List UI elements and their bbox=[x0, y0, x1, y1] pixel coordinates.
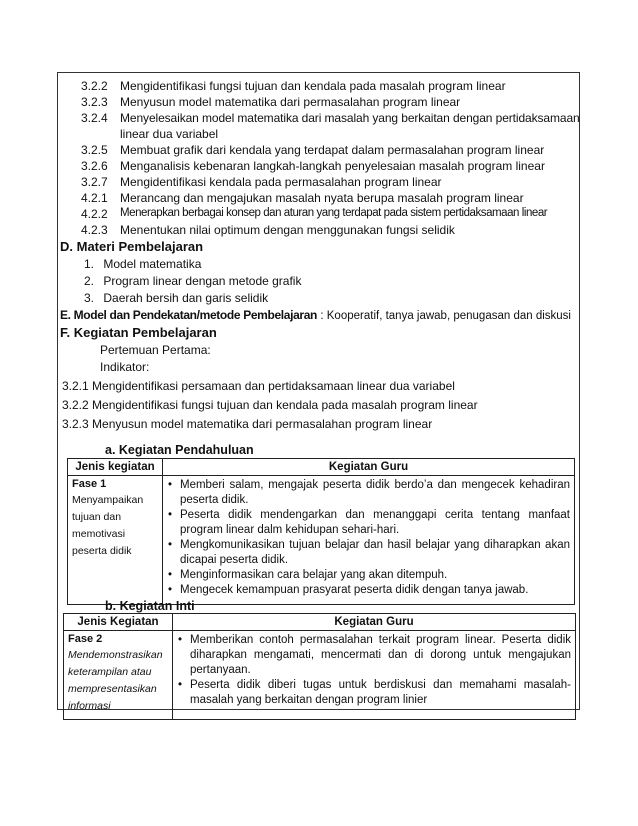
phase-desc: tujuan dan bbox=[72, 511, 122, 523]
item-number: 3.2.3 bbox=[81, 95, 108, 109]
list-item bbox=[58, 175, 578, 190]
item-text: Merancang dan mengajukan masalah nyata berupa masalah program linear bbox=[120, 191, 524, 205]
list-item-continuation bbox=[58, 127, 578, 142]
section-d-title: D. Materi Pembelajaran bbox=[60, 239, 204, 254]
list-item bbox=[84, 257, 201, 271]
column-header: Kegiatan Guru bbox=[173, 614, 576, 631]
phase-desc: keterampilan atau bbox=[68, 666, 152, 678]
table-row bbox=[68, 476, 575, 605]
list-item: • Peserta didik diberi tugas untuk berdiskusi dan memahami masalah-masalah yang berkaitan dengan program linier bbox=[177, 678, 571, 708]
phase-label: Fase 1 bbox=[72, 478, 107, 490]
item-number: 4.2.2 bbox=[81, 207, 108, 221]
list-item: • Menginformasikan cara belajar yang akan ditempuh. bbox=[167, 568, 570, 583]
table-a-heading: a. Kegiatan Pendahuluan bbox=[105, 443, 254, 457]
item-number: 3.2.2 bbox=[81, 79, 108, 93]
table-kegiatan-inti bbox=[63, 613, 576, 720]
list-item: • Mengecek kemampuan prasyarat peserta didik dengan tanya jawab. bbox=[167, 583, 570, 598]
list-item bbox=[58, 207, 578, 222]
item-number: 1. bbox=[84, 257, 95, 271]
list-item: • Mengkomunikasikan tujuan belajar dan hasil belajar yang diharapkan akan dicapai peserta didik. bbox=[167, 538, 570, 568]
section-e bbox=[60, 308, 571, 322]
item-text: Mengidentifikasi fungsi tujuan dan kendala pada masalah program linear bbox=[120, 79, 506, 93]
item-text: Menyusun model matematika dari permasalahan program linear bbox=[120, 95, 461, 109]
phase-desc: Menyampaikan bbox=[72, 494, 144, 506]
item-text: Menerapkan berbagai konsep dan aturan yang terdapat pada sistem pertidaksamaan linear bbox=[120, 207, 548, 219]
indicator-item: 3.2.1 Mengidentifikasi persamaan dan pertidaksamaan linear dua variabel bbox=[62, 379, 455, 393]
item-text: Mengidentifikasi kendala pada permasalahan program linear bbox=[120, 175, 442, 189]
item-text: Program linear dengan metode grafik bbox=[103, 274, 302, 288]
column-header: Jenis kegiatan bbox=[68, 459, 163, 476]
section-e-title: E. Model dan Pendekatan/metode Pembelajaran bbox=[60, 308, 318, 322]
item-number: 4.2.1 bbox=[81, 191, 108, 205]
item-number: 2. bbox=[84, 274, 95, 288]
item-text: Menyelesaikan model matematika dari masalah yang berkaitan dengan pertidaksamaan bbox=[120, 111, 580, 125]
list-item: • Memberi salam, mengajak peserta didik berdo’a dan mengecek kehadiran peserta didik. bbox=[167, 478, 570, 508]
item-number: 3. bbox=[84, 291, 95, 305]
activity-type-cell bbox=[64, 631, 173, 720]
item-text: Menganalisis kebenaran langkah-langkah penyelesaian masalah program linear bbox=[120, 159, 545, 173]
list-item bbox=[84, 274, 301, 288]
meeting-label: Pertemuan Pertama: bbox=[100, 343, 211, 357]
activity-type-cell bbox=[68, 476, 163, 605]
list-item bbox=[58, 159, 578, 174]
item-number: 3.2.6 bbox=[81, 159, 108, 173]
item-number: 4.2.3 bbox=[81, 223, 108, 237]
list-item bbox=[58, 191, 578, 206]
item-number: 3.2.4 bbox=[81, 111, 108, 125]
indicator-label: Indikator: bbox=[100, 360, 150, 374]
activity-list bbox=[177, 633, 571, 708]
table-header-row bbox=[68, 459, 575, 476]
teacher-activity-cell bbox=[173, 631, 576, 720]
item-number: 3.2.5 bbox=[81, 143, 108, 157]
item-number: 3.2.7 bbox=[81, 175, 108, 189]
indicator-item: 3.2.2 Mengidentifikasi fungsi tujuan dan kendala pada masalah program linear bbox=[62, 398, 478, 412]
item-text: Model matematika bbox=[103, 257, 202, 271]
list-item: • Peserta didik mendengarkan dan menanggapi cerita tentang manfaat program linear dalm kehidupan sehari-hari. bbox=[167, 508, 570, 538]
table-row bbox=[64, 631, 576, 720]
phase-desc: mempresentasikan bbox=[68, 683, 157, 695]
item-text: linear dua variabel bbox=[120, 127, 219, 141]
activity-list bbox=[167, 478, 570, 598]
section-e-text: : Kooperatif, tanya jawab, penugasan dan diskusi bbox=[320, 310, 571, 322]
column-header: Jenis Kegiatan bbox=[64, 614, 173, 631]
phase-desc: peserta didik bbox=[72, 545, 132, 557]
item-text: Membuat grafik dari kendala yang terdapat dalam permasalahan program linear bbox=[120, 143, 545, 157]
phase-desc: Mendemonstrasikan bbox=[68, 649, 163, 661]
phase-label: Fase 2 bbox=[68, 633, 103, 645]
teacher-activity-cell bbox=[163, 476, 575, 605]
table-header-row bbox=[64, 614, 576, 631]
list-item: • Memberikan contoh permasalahan terkait program linear. Peserta didik diharapkan mengamati, mencermati dan di dorong untuk mengajukan pertanyaan. bbox=[177, 633, 571, 678]
list-item bbox=[58, 95, 578, 110]
phase-desc: informasi bbox=[68, 700, 111, 712]
page-frame bbox=[57, 72, 580, 710]
list-item bbox=[58, 143, 578, 158]
phase-desc: memotivasi bbox=[72, 528, 126, 540]
list-item bbox=[58, 223, 578, 238]
column-header: Kegiatan Guru bbox=[163, 459, 575, 476]
section-f-title: F. Kegiatan Pembelajaran bbox=[60, 325, 217, 340]
table-kegiatan-pendahuluan bbox=[67, 458, 575, 605]
item-text: Menentukan nilai optimum dengan menggunakan fungsi selidik bbox=[120, 223, 455, 237]
list-item bbox=[58, 111, 578, 126]
table-b-heading: b. Kegiatan Inti bbox=[105, 599, 195, 613]
indicator-item: 3.2.3 Menyusun model matematika dari permasalahan program linear bbox=[62, 417, 433, 431]
item-text: Daerah bersih dan garis selidik bbox=[103, 291, 269, 305]
list-item bbox=[58, 79, 578, 94]
list-item bbox=[84, 291, 268, 305]
